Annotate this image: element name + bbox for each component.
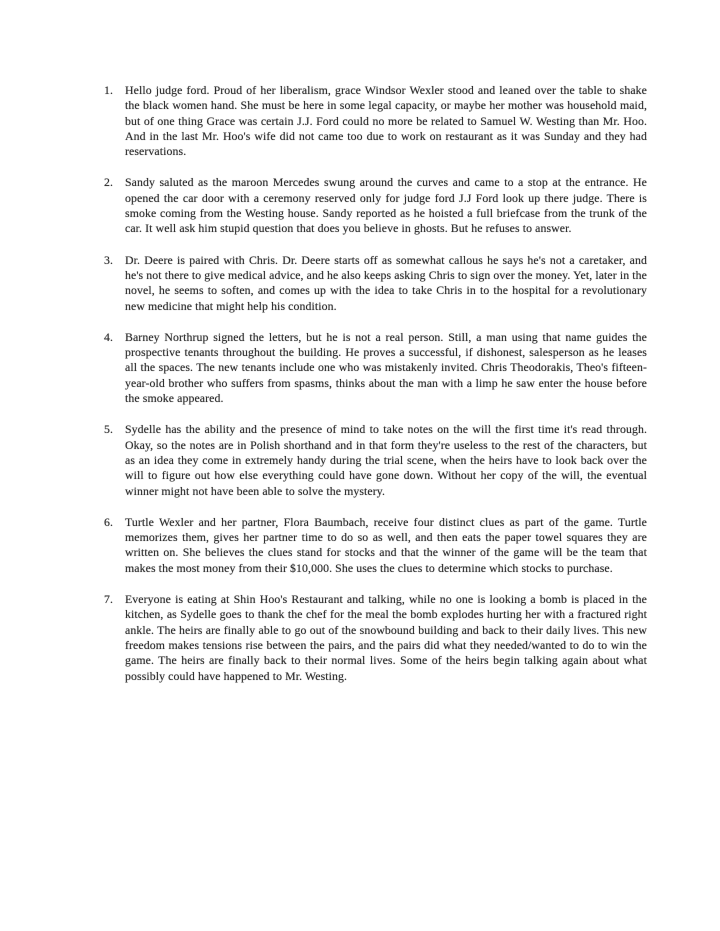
list-item (104, 83, 647, 159)
list-item-number: 1. (104, 83, 114, 97)
list-item (104, 592, 647, 684)
list-item-text: Sydelle has the ability and the presence of mind to take notes on the will the first time it's read through. Okay, so the notes are in Polish shorthand and in that form they're useless to the rest of the characters, but as an idea they come in extremely handy during the trial scene, when the heirs have to look back over the will to figure out how else everything could have gone down. Without her copy of the will, the eventual winner might not have been able to solve the mystery. (125, 422, 647, 498)
list-item-number: 2. (104, 175, 114, 190)
list-item (104, 330, 647, 406)
list-item-number: 3. (104, 252, 114, 267)
list-item-number: 6. (104, 514, 114, 529)
list-item-text: Everyone is eating at Shin Hoo's Restaurant and talking, while no one is looking a bomb is placed in the kitchen, as Sydelle goes to thank the chef for the meal the bomb explodes hurting her with a fractured right ankle. The heirs are finally able to go out of the snowbound building and back to their daily lives. This new freedom makes tensions rise between the pairs, and the pairs did what they needed/wanted to do to win the game. The heirs are finally back to their normal lives. Some of the heirs begin talking again about what possibly could have happened to Mr. Westing. (125, 592, 647, 683)
list-item (104, 515, 647, 576)
list-item-text: Barney Northrup signed the letters, but he is not a real person. Still, a man using that name guides the prospective tenants throughout the building. He proves a successful, if dishonest, salesperson as he leases all the spaces. The new tenants include one who was mistakenly invited. Chris Theodorakis, Theo's fifteen-year-old brother who suffers from spasms, thinks about the man with a limp he saw enter the house before the smoke appeared. (125, 329, 647, 406)
list-item-text: Dr. Deere is paired with Chris. Dr. Deere starts off as somewhat callous he says he's not a caretaker, and he's not there to give medical advice, and he also keeps asking Chris to sign over the money. Yet, later in the novel, he seems to soften, and comes up with the idea to take Chris in to the hospital for a revolutionary new medicine that might help his condition. (125, 252, 647, 313)
list-item (104, 422, 647, 498)
list-item-number: 4. (104, 329, 114, 344)
list-item-number: 5. (104, 422, 114, 437)
list-item-text: Turtle Wexler and her partner, Flora Baumbach, receive four distinct clues as part of the game. Turtle memorizes them, gives her partner time to do so as well, and then eats the paper towel squares they are written on. She believes the clues stand for stocks and that the winner of the game will be the team that makes the most money from their $10,000. She uses the clues to determine which stocks to purchase. (125, 514, 647, 575)
list-item (104, 175, 647, 236)
list-item-text: Hello judge ford. Proud of her liberalism, grace Windsor Wexler stood and leaned over the table to shake the black women hand. She must be here in some legal capacity, or maybe her mother was household maid, but of one thing Grace was certain J.J. Ford could no more be related to Samuel W. Westing than Mr. Hoo. And in the last Mr. Hoo's wife did not came too due to work on restaurant as it was Sunday and they had reservations. (125, 83, 647, 159)
list-item-number: 7. (104, 592, 114, 607)
numbered-list (104, 83, 647, 700)
list-item (104, 253, 647, 314)
list-item-text: Sandy saluted as the maroon Mercedes swung around the curves and came to a stop at the entrance. He opened the car door with a ceremony reserved only for judge ford J.J Ford look up there judge. There is smoke coming from the Westing house. Sandy reported as he hoisted a full briefcase from the trunk of the car. It well ask him stupid question that does you believe in ghosts. But he refuses to answer. (125, 175, 647, 236)
